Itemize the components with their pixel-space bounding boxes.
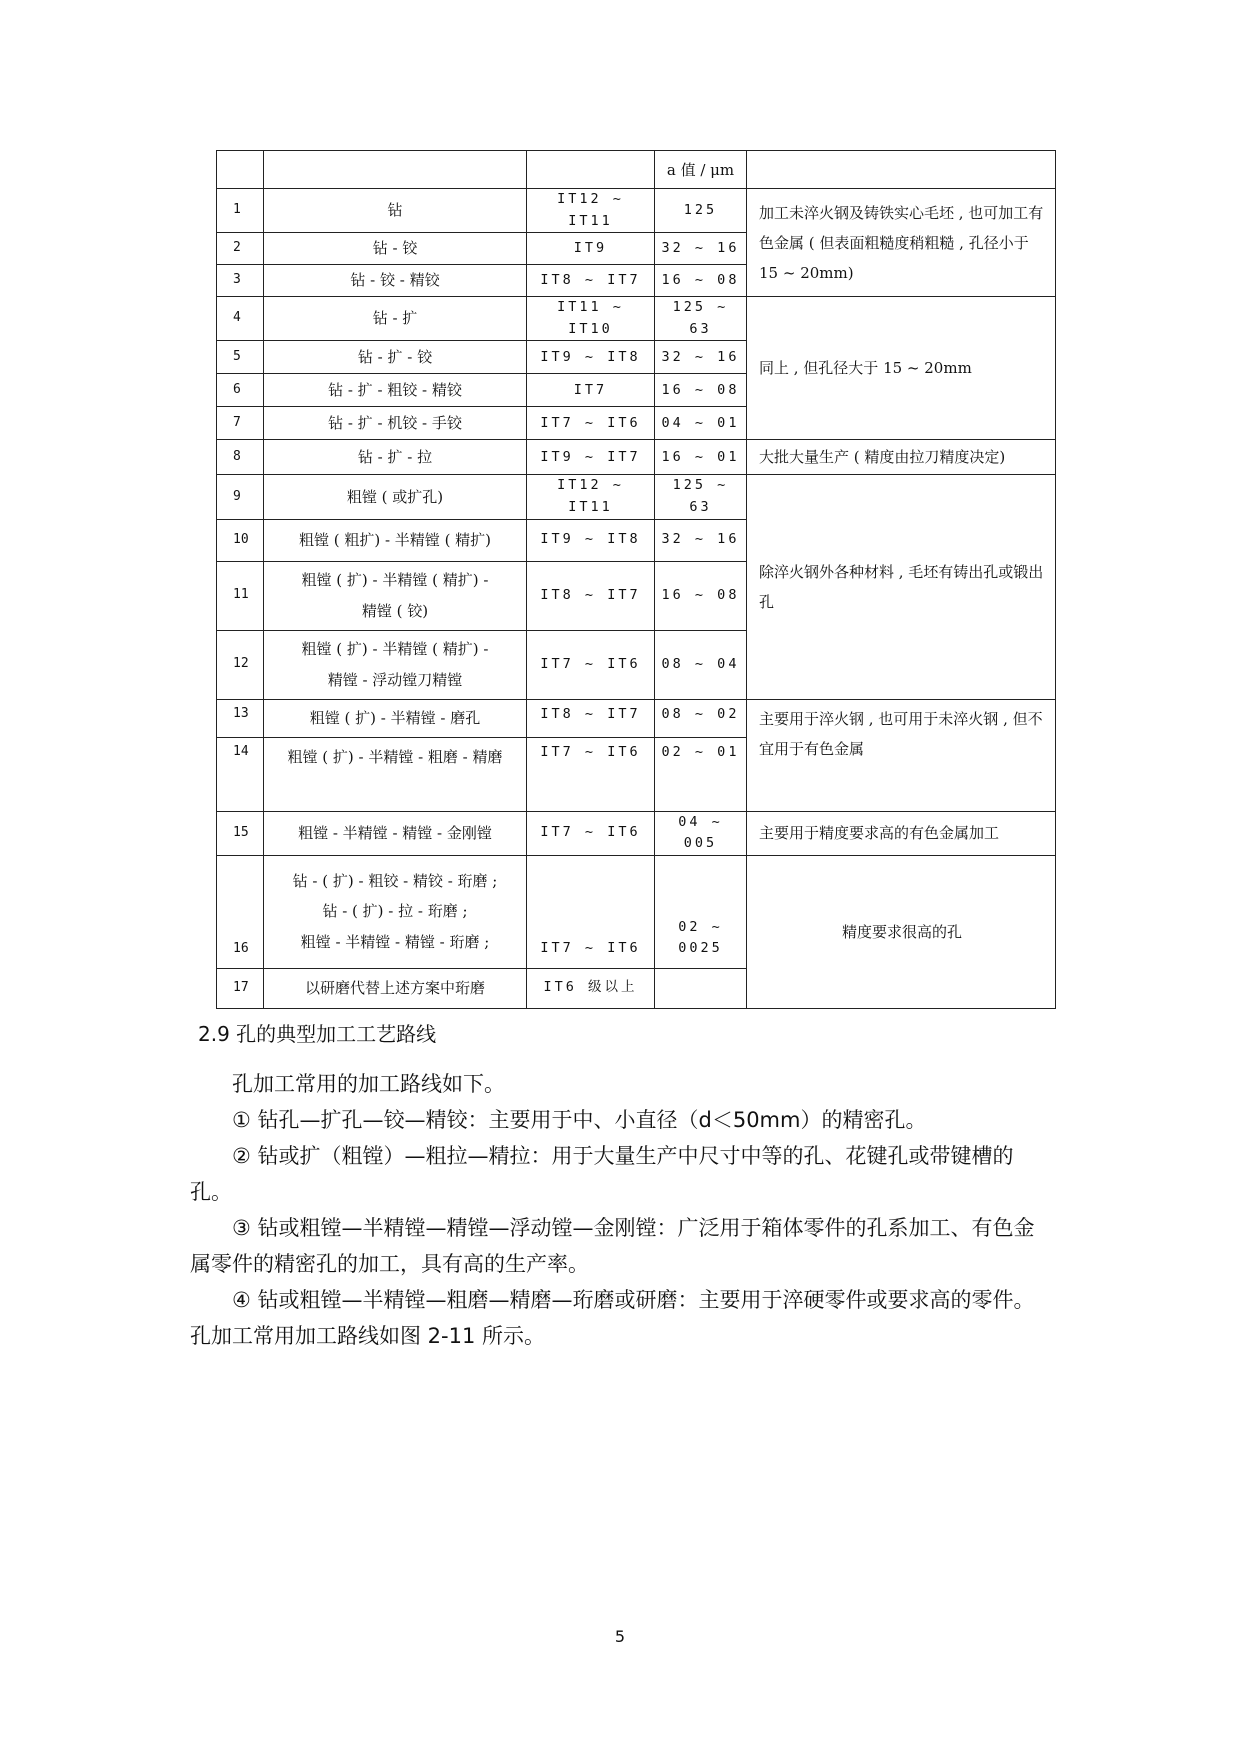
header-cell (217, 151, 264, 189)
roughness-value: 02 ~ 01 (655, 737, 747, 811)
roughness-value: 16 ~ 01 (655, 440, 747, 475)
route-item-1: ① 钻孔—扩孔—铰—精铰：主要用于中、小直径（d＜50mm）的精密孔。 (232, 1108, 927, 1132)
process-route-line: 粗镗 ( 扩) - 半精镗 ( 精扩) - (301, 639, 489, 658)
page-number: 5 (614, 1627, 626, 1646)
roughness-value: 125 ~ 63 (655, 475, 747, 519)
remark: 精度要求很高的孔 (747, 855, 1056, 1008)
process-route-line: 钻 - 扩 - 铰 (357, 348, 433, 366)
accuracy-grade: IT11 ~ IT10 (527, 297, 655, 341)
row-number: 16 (217, 855, 264, 968)
roughness-value: 16 ~ 08 (655, 374, 747, 407)
process-route-line: 钻 (387, 201, 403, 220)
process-route-line: 钻 - ( 扩) - 拉 - 珩磨 ; (322, 902, 468, 921)
table-row (217, 699, 1056, 737)
table-row (217, 811, 1056, 855)
row-number: 11 (217, 561, 264, 630)
row-number: 13 (217, 699, 264, 737)
accuracy-grade: IT9 ~ IT7 (527, 440, 655, 475)
row-number: 1 (217, 189, 264, 233)
remark: 加工未淬火钢及铸铁实心毛坯 , 也可加工有色金属 ( 但表面粗糙度稍粗糙 , 孔径小于 15 ~ 20mm) (747, 189, 1056, 297)
row-number: 14 (217, 737, 264, 811)
process-route (264, 233, 527, 265)
process-route (264, 440, 527, 475)
route-item-2: ② 钻或扩（粗镗）—粗拉—精拉：用于大量生产中尺寸中等的孔、花键孔或带键槽的孔。 (190, 1144, 1014, 1204)
process-route (264, 189, 527, 233)
route-item-3: ③ 钻或粗镗—半精镗—精镗—浮动镗—金刚镗：广泛用于箱体零件的孔系加工、有色金属零件的精密孔的加工，具有高的生产率。 (190, 1216, 1035, 1276)
accuracy-grade: IT12 ~ IT11 (527, 189, 655, 233)
process-route (264, 811, 527, 855)
roughness-value: 32 ~ 16 (655, 519, 747, 561)
row-number: 7 (217, 407, 264, 440)
process-route-line: 粗镗 - 半精镗 - 精镗 - 金刚镗 (298, 823, 492, 842)
accuracy-grade: IT9 (527, 233, 655, 265)
row-number: 9 (217, 475, 264, 519)
header-cell (527, 151, 655, 189)
table-row (217, 297, 1056, 341)
process-route-line: 钻 - 铰 (372, 239, 418, 258)
accuracy-grade: IT7 ~ IT6 (527, 630, 655, 699)
process-route (264, 297, 527, 341)
process-route-line: 粗镗 ( 粗扩) - 半精镗 ( 精扩) (298, 530, 492, 549)
accuracy-grade: IT8 ~ IT7 (527, 561, 655, 630)
roughness-value: 32 ~ 16 (655, 341, 747, 374)
accuracy-grade: IT9 ~ IT8 (527, 341, 655, 374)
remark: 主要用于淬火钢 , 也可用于未淬火钢 , 但不宜用于有色金属 (747, 699, 1056, 811)
process-route (264, 968, 527, 1008)
row-number: 15 (217, 811, 264, 855)
process-route-line: 粗镗 ( 或扩孔) (346, 487, 444, 506)
table-header-row (217, 151, 1056, 189)
roughness-value: 16 ~ 08 (655, 561, 747, 630)
table-row (217, 189, 1056, 233)
process-route (264, 519, 527, 561)
process-route-line: 钻 - 扩 - 粗铰 - 精铰 (328, 381, 462, 399)
row-number: 2 (217, 233, 264, 265)
process-route (264, 699, 527, 737)
process-route (264, 341, 527, 374)
accuracy-grade: IT7 ~ IT6 (527, 811, 655, 855)
remark: 同上 , 但孔径大于 15 ~ 20mm (747, 297, 1056, 440)
route-item-4: ④ 钻或粗镗—半精镗—粗磨—精磨—珩磨或研磨：主要用于淬硬零件或要求高的零件。 (232, 1288, 1035, 1312)
table-row (217, 440, 1056, 475)
process-route-line: 以研磨代替上述方案中珩磨 (304, 978, 485, 997)
process-route-line: 精镗 ( 铰) (361, 601, 429, 620)
process-route (264, 561, 527, 630)
accuracy-grade: IT7 ~ IT6 (527, 407, 655, 440)
row-number: 12 (217, 630, 264, 699)
process-route-line: 粗镗 ( 扩) - 半精镗 - 粗磨 - 精磨 (287, 747, 503, 766)
process-route (264, 265, 527, 297)
row-number: 10 (217, 519, 264, 561)
roughness-value: 04 ~ 01 (655, 407, 747, 440)
accuracy-grade: IT9 ~ IT8 (527, 519, 655, 561)
process-route (264, 630, 527, 699)
process-route (264, 737, 527, 811)
process-route-line: 钻 - 扩 - 机铰 - 手铰 (328, 414, 462, 432)
row-number: 4 (217, 297, 264, 341)
header-cell (264, 151, 527, 189)
row-number: 3 (217, 265, 264, 297)
closing-paragraph: 孔加工常用加工路线如图 2-11 所示。 (190, 1324, 546, 1348)
process-route (264, 855, 527, 968)
process-route-line: 粗镗 ( 扩) - 半精镗 ( 精扩) - (301, 570, 489, 589)
row-number: 17 (217, 968, 264, 1008)
process-route-line: 钻 - 扩 - 拉 (357, 448, 433, 466)
roughness-value: 08 ~ 02 (655, 699, 747, 737)
row-number: 5 (217, 341, 264, 374)
process-route-line: 粗镗 - 半精镗 - 精镗 - 珩磨 ; (300, 933, 490, 952)
accuracy-grade: IT7 ~ IT6 (527, 737, 655, 811)
process-route-line: 钻 - 扩 (372, 309, 418, 328)
row-number: 6 (217, 374, 264, 407)
remark: 主要用于精度要求高的有色金属加工 (747, 811, 1056, 855)
roughness-value (655, 968, 747, 1008)
remark: 除淬火钢外各种材料 , 毛坯有铸出孔或锻出孔 (747, 475, 1056, 699)
accuracy-grade: IT8 ~ IT7 (527, 265, 655, 297)
process-route (264, 407, 527, 440)
roughness-value: 16 ~ 08 (655, 265, 747, 297)
header-cell (747, 151, 1056, 189)
section-heading: 2.9 孔的典型加工工艺路线 (198, 1022, 437, 1046)
remark: 大批大量生产 ( 精度由拉刀精度决定) (747, 440, 1056, 475)
table-row (217, 855, 1056, 968)
header-cell: a 值 / μm (655, 151, 747, 189)
process-route (264, 374, 527, 407)
roughness-value: 125 (655, 189, 747, 233)
roughness-value: 04 ~ 005 (655, 811, 747, 855)
process-route (264, 475, 527, 519)
roughness-value: 02 ~ 0025 (655, 855, 747, 968)
roughness-value: 32 ~ 16 (655, 233, 747, 265)
accuracy-grade: IT6 级以上 (527, 968, 655, 1008)
row-number: 8 (217, 440, 264, 475)
accuracy-grade: IT12 ~ IT11 (527, 475, 655, 519)
accuracy-grade: IT8 ~ IT7 (527, 699, 655, 737)
process-route-line: 粗镗 ( 扩) - 半精镗 - 磨孔 (309, 708, 481, 727)
roughness-value: 08 ~ 04 (655, 630, 747, 699)
process-route-line: 精镗 - 浮动镗刀精镗 (327, 670, 463, 689)
accuracy-grade: IT7 ~ IT6 (527, 855, 655, 968)
roughness-value: 125 ~ 63 (655, 297, 747, 341)
process-route-line: 钻 - ( 扩) - 粗铰 - 精铰 - 珩磨 ; (292, 871, 498, 890)
intro-paragraph: 孔加工常用的加工路线如下。 (232, 1072, 505, 1096)
hole-machining-table (216, 150, 1056, 1009)
process-route-line: 钻 - 铰 - 精铰 (350, 271, 440, 290)
accuracy-grade: IT7 (527, 374, 655, 407)
table-row (217, 475, 1056, 519)
